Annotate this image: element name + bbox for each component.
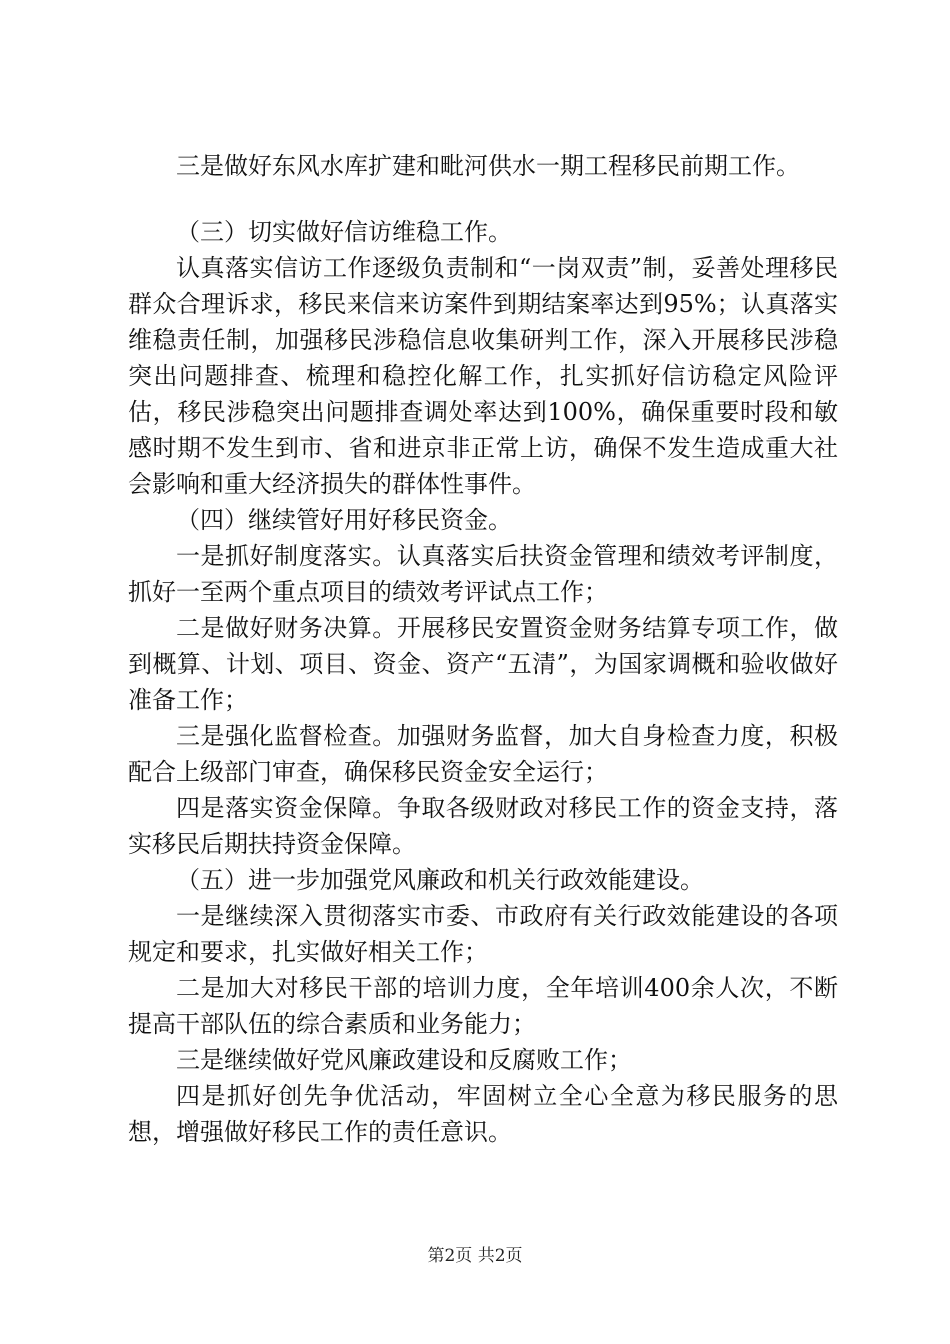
paragraph-efficiency-regulations: 一是继续深入贯彻落实市委、市政府有关行政效能建设的各项规定和要求，扎实做好相关工作； xyxy=(128,902,838,966)
section-heading-party-conduct: （五）进一步加强党风廉政和机关行政效能建设。 xyxy=(176,866,704,894)
paragraph-system-implementation: 一是抓好制度落实。认真落实后扶资金管理和绩效考评制度，抓好一至两个重点项目的绩效考评试点工作； xyxy=(128,542,838,606)
page-number-footer: 第2页 共2页 xyxy=(427,1246,523,1266)
paragraph-dongfeng-reservoir: 三是做好东风水库扩建和毗河供水一期工程移民前期工作。 xyxy=(176,152,800,180)
paragraph-petition-stability: 认真落实信访工作逐级负责制和“一岗双责”制，妥善处理移民群众合理诉求，移民来信来访案件到期结案率达到95%；认真落实维稳责任制，加强移民涉稳信息收集研判工作，深入开展移民涉稳突出问题排查、梳理和稳控化解工作，扎实抓好信访稳定风险评估，移民涉稳突出问题排查调处率达到100%，确保重要时段和敏感时期不发生到市、省和进京非正常上访，确保不发生造成重大社会影响和重大经济损失的群体性事件。 xyxy=(128,254,838,498)
paragraph-financial-accounts: 二是做好财务决算。开展移民安置资金财务结算专项工作，做到概算、计划、项目、资金、资产“五清”，为国家调概和验收做好准备工作； xyxy=(128,614,838,714)
document-body xyxy=(128,148,838,1150)
paragraph-fund-guarantee: 四是落实资金保障。争取各级财政对移民工作的资金支持，落实移民后期扶持资金保障。 xyxy=(128,794,838,858)
paragraph-cadre-training: 二是加大对移民干部的培训力度，全年培训400余人次，不断提高干部队伍的综合素质和业务能力； xyxy=(128,974,838,1038)
paragraph-supervision: 三是强化监督检查。加强财务监督，加大自身检查力度，积极配合上级部门审查，确保移民资金安全运行； xyxy=(128,722,838,786)
paragraph-anti-corruption: 三是继续做好党风廉政建设和反腐败工作； xyxy=(176,1046,632,1074)
paragraph-excellence-activity: 四是抓好创先争优活动，牢固树立全心全意为移民服务的思想，增强做好移民工作的责任意识。 xyxy=(128,1082,838,1146)
section-heading-migrant-funds: （四）继续管好用好移民资金。 xyxy=(176,506,512,534)
section-heading-petition-stability: （三）切实做好信访维稳工作。 xyxy=(176,218,512,246)
